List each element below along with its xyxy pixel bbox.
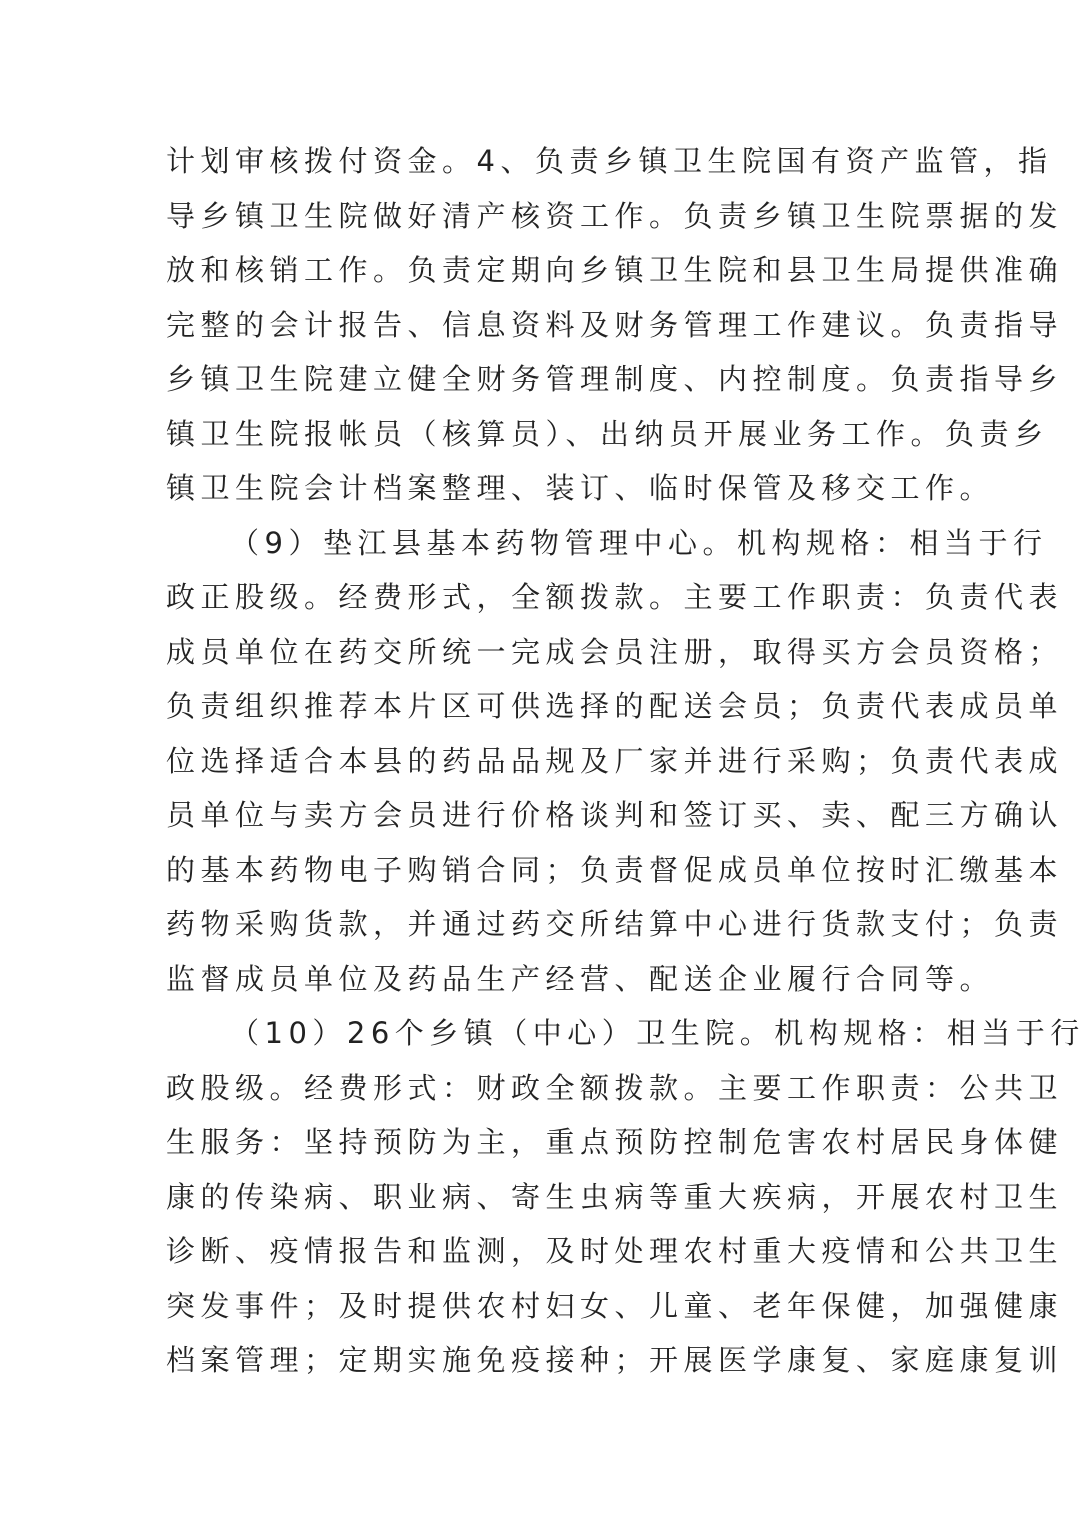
text-line: 乡镇卫生院建立健全财务管理制度、内控制度。负责指导乡	[166, 362, 1064, 396]
text-line: 放和核销工作。负责定期向乡镇卫生院和县卫生局提供准确	[166, 253, 1064, 287]
text-line: 档案管理；定期实施免疫接种；开展医学康复、家庭康复训	[166, 1343, 1064, 1377]
text-line: 镇卫生院会计档案整理、装订、临时保管及移交工作。	[166, 471, 995, 505]
text-line: 突发事件；及时提供农村妇女、儿童、老年保健，加强健康	[166, 1288, 1064, 1323]
text-line: 镇卫生院报帐员（核算员）、出纳员开展业务工作。负责乡	[166, 416, 1049, 451]
paragraph-start-line: （10）26个乡镇（中心）卫生院。机构规格：相当于行	[230, 1016, 1085, 1050]
text-line: 诊断、疫情报告和监测，及时处理农村重大疫情和公共卫生	[166, 1234, 1064, 1268]
text-line: 生服务：坚持预防为主，重点预防控制危害农村居民身体健	[166, 1125, 1064, 1159]
text-line: 负责组织推荐本片区可供选择的配送会员；负责代表成员单	[166, 689, 1064, 723]
paragraph-start-line: （9）垫江县基本药物管理中心。机构规格：相当于行	[230, 525, 1048, 560]
text-line: 员单位与卖方会员进行价格谈判和签订买、卖、配三方确认	[166, 798, 1064, 832]
text-line: 政正股级。经费形式，全额拨款。主要工作职责：负责代表	[166, 580, 1064, 614]
text-line: 完整的会计报告、信息资料及财务管理工作建议。负责指导	[166, 307, 1064, 342]
text-line: 的基本药物电子购销合同；负责督促成员单位按时汇缴基本	[166, 852, 1064, 887]
text-line: 位选择适合本县的药品品规及厂家并进行采购；负责代表成	[166, 743, 1064, 778]
body-text	[166, 134, 1085, 1388]
text-line: 成员单位在药交所统一完成会员注册，取得买方会员资格；	[166, 634, 1064, 669]
text-line: 监督成员单位及药品生产经营、配送企业履行合同等。	[166, 961, 995, 996]
text-line: 计划审核拨付资金。4、负责乡镇卫生院国有资产监管，指	[166, 144, 1053, 178]
text-line: 导乡镇卫生院做好清产核资工作。负责乡镇卫生院票据的发	[166, 198, 1064, 233]
text-line: 药物采购货款，并通过药交所结算中心进行货款支付；负责	[166, 907, 1064, 941]
text-line: 政股级。经费形式：财政全额拨款。主要工作职责：公共卫	[166, 1070, 1064, 1105]
text-line: 康的传染病、职业病、寄生虫病等重大疾病，开展农村卫生	[166, 1179, 1064, 1214]
